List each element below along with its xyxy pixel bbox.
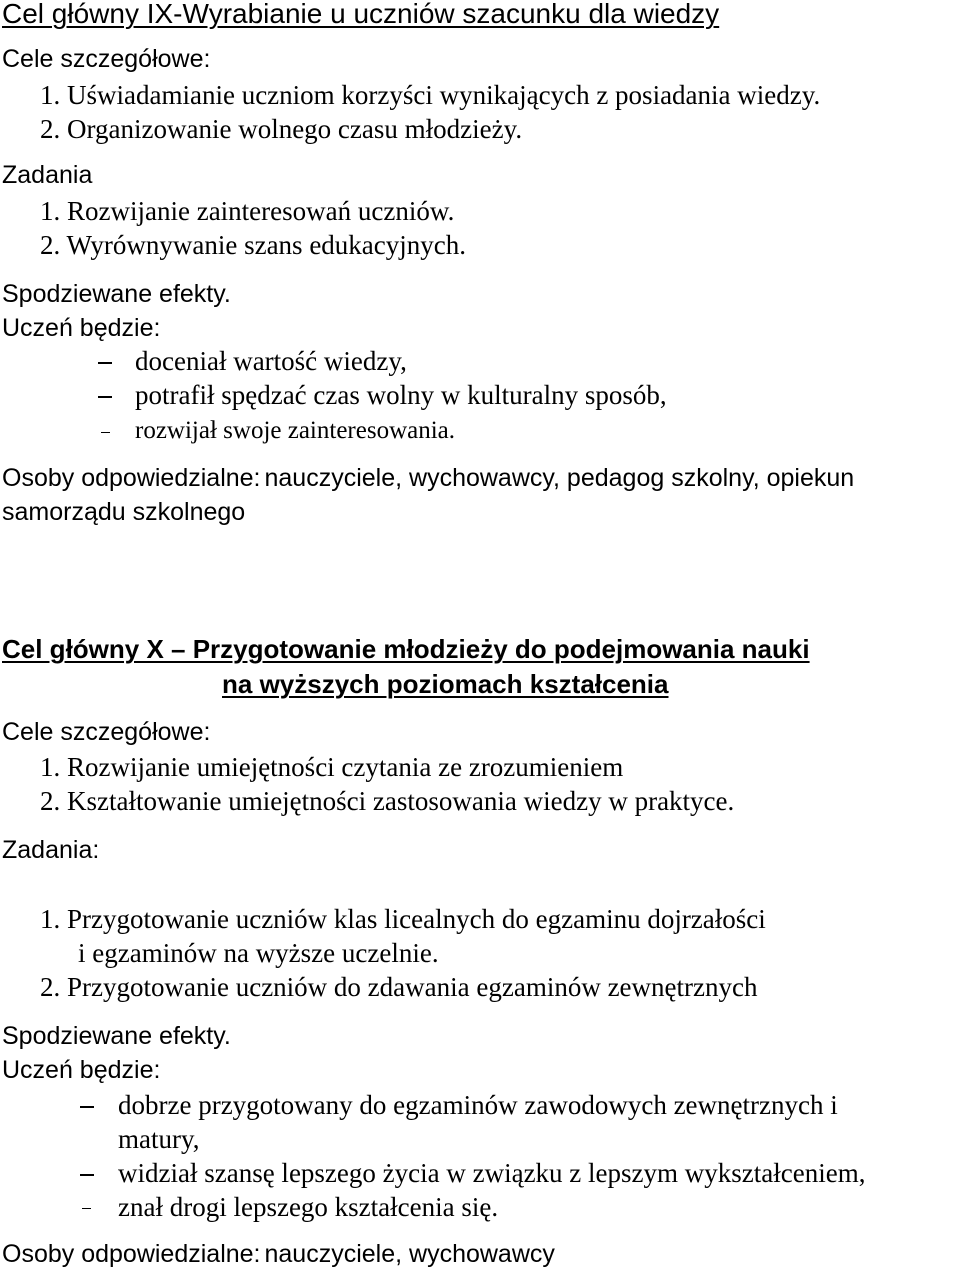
section-x-cel-1: 1. Rozwijanie umiejętności czytania ze zrozumieniem — [40, 752, 624, 782]
section-ix-efekt-2: potrafił spędzać czas wolny w kulturalny sposób, — [135, 380, 667, 410]
section-x-title-line2: na wyższych poziomach kształcenia — [222, 669, 669, 699]
section-x-osoby-label: Osoby odpowiedzialne: — [2, 1240, 261, 1268]
dash-bullet — [98, 396, 112, 398]
section-x-zadania-label: Zadania: — [2, 836, 100, 864]
section-x-efekt-3: znał drogi lepszego kształcenia się. — [118, 1192, 499, 1222]
section-x-osoby-value: nauczyciele, wychowawcy — [264, 1240, 555, 1268]
section-ix-cel-2: 2. Organizowanie wolnego czasu młodzieży. — [40, 114, 523, 144]
dash-bullet — [101, 432, 110, 433]
section-x-zadanie-1: 1. Przygotowanie uczniów klas licealnych do egzaminu dojrzałości — [40, 904, 766, 934]
section-x-zadanie-2: 2. Przygotowanie uczniów do zdawania egzaminów zewnętrznych — [40, 972, 758, 1002]
section-ix-efekty-label: Spodziewane efekty. — [2, 280, 231, 308]
section-x-cele-label: Cele szczegółowe: — [2, 718, 211, 746]
dash-bullet — [98, 362, 112, 364]
section-ix-osoby-value-cont: samorządu szkolnego — [2, 498, 246, 526]
section-ix-efekt-1: doceniał wartość wiedzy, — [135, 346, 407, 376]
section-ix-uczen-label: Uczeń będzie: — [2, 314, 161, 342]
dash-bullet — [80, 1106, 94, 1108]
section-x-efekt-1: dobrze przygotowany do egzaminów zawodowych zewnętrznych i — [118, 1090, 838, 1120]
section-ix-zadania-label: Zadania — [2, 161, 93, 189]
section-x-efekt-2: widział szansę lepszego życia w związku z lepszym wykształceniem, — [118, 1158, 866, 1188]
section-ix-osoby-value: nauczyciele, wychowawcy, pedagog szkolny, opiekun — [264, 464, 855, 492]
section-x-uczen-label: Uczeń będzie: — [2, 1056, 161, 1084]
section-ix-osoby-row — [2, 466, 854, 491]
section-ix-cel-1: 1. Uświadamianie uczniom korzyści wynikających z posiadania wiedzy. — [40, 80, 821, 110]
section-ix-efekt-3: rozwijał swoje zainteresowania. — [135, 417, 456, 444]
section-x-osoby-row — [2, 1242, 555, 1267]
section-ix-zadanie-1: 1. Rozwijanie zainteresowań uczniów. — [40, 196, 455, 226]
section-ix-title: Cel główny IX-Wyrabianie u uczniów szacunku dla wiedzy — [2, 0, 720, 29]
section-x-title-line1: Cel główny X – Przygotowanie młodzieży do podejmowania nauki — [2, 634, 810, 664]
dash-bullet — [82, 1208, 91, 1209]
dash-bullet — [80, 1174, 94, 1176]
section-x-efekty-label: Spodziewane efekty. — [2, 1022, 231, 1050]
section-x-cel-2: 2. Kształtowanie umiejętności zastosowania wiedzy w praktyce. — [40, 786, 735, 816]
section-ix-cele-label: Cele szczegółowe: — [2, 45, 211, 73]
section-x-efekt-1-cont: matury, — [118, 1124, 200, 1154]
section-ix-zadanie-2: 2. Wyrównywanie szans edukacyjnych. — [40, 230, 467, 260]
section-x-zadanie-1-cont: i egzaminów na wyższe uczelnie. — [78, 938, 439, 968]
section-ix-osoby-label: Osoby odpowiedzialne: — [2, 464, 261, 492]
